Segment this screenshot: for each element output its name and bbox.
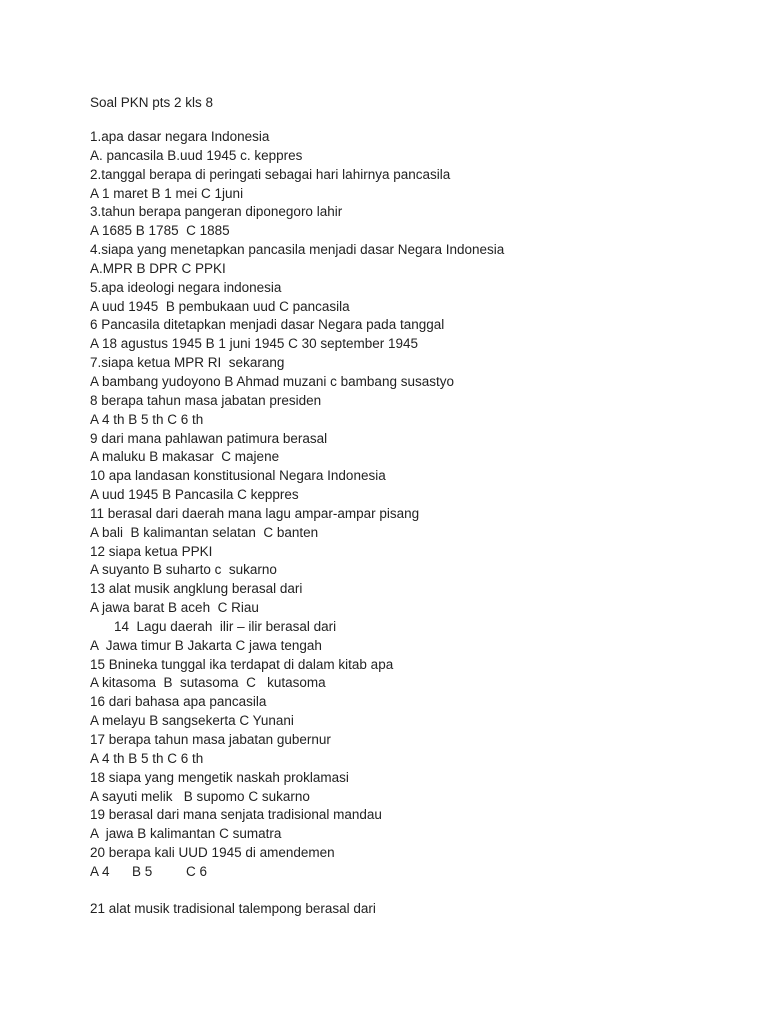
text-line: A 4 th B 5 th C 6 th bbox=[90, 411, 204, 427]
text-line: A kitasoma B sutasoma C kutasoma bbox=[90, 675, 326, 691]
text-line: A 4 B 5 C 6 bbox=[90, 863, 208, 879]
text-line: A.MPR B DPR C PPKI bbox=[90, 260, 226, 276]
document-title: Soal PKN pts 2 kls 8 bbox=[90, 95, 214, 110]
text-line: A sayuti melik B supomo C sukarno bbox=[90, 788, 310, 804]
text-line: A jawa barat B aceh C Riau bbox=[90, 600, 259, 616]
text-line: 10 apa landasan konstitusional Negara Indonesia bbox=[90, 468, 386, 484]
text-line: 5.apa ideologi negara indonesia bbox=[90, 279, 282, 295]
text-line: 16 dari bahasa apa pancasila bbox=[90, 694, 267, 710]
text-line: 4.siapa yang menetapkan pancasila menjadi dasar Negara Indonesia bbox=[90, 242, 505, 258]
text-line: A 4 th B 5 th C 6 th bbox=[90, 750, 204, 766]
text-line: A uud 1945 B pembukaan uud C pancasila bbox=[90, 298, 350, 314]
text-line: A bali B kalimantan selatan C banten bbox=[90, 524, 319, 540]
text-line: 19 berasal dari mana senjata tradisional mandau bbox=[90, 807, 382, 823]
text-line: A melayu B sangsekerta C Yunani bbox=[90, 713, 294, 729]
text-line: 9 dari mana pahlawan patimura berasal bbox=[90, 430, 328, 446]
text-line: A maluku B makasar C majene bbox=[90, 449, 280, 465]
text-line: A suyanto B suharto c sukarno bbox=[90, 562, 277, 578]
text-line: 7.siapa ketua MPR RI sekarang bbox=[90, 355, 285, 371]
text-line: A bambang yudoyono B Ahmad muzani c bambang susastyo bbox=[90, 373, 454, 389]
text-line: 13 alat musik angklung berasal dari bbox=[90, 581, 303, 597]
text-line: A uud 1945 B Pancasila C keppres bbox=[90, 487, 299, 503]
text-line: 12 siapa ketua PPKI bbox=[90, 543, 213, 559]
text-line: A 18 agustus 1945 B 1 juni 1945 C 30 september 1945 bbox=[90, 336, 418, 352]
text-line: 11 berasal dari daerah mana lagu ampar-ampar pisang bbox=[90, 505, 420, 521]
text-line: A. pancasila B.uud 1945 c. keppres bbox=[90, 147, 303, 163]
text-line: 17 berapa tahun masa jabatan gubernur bbox=[90, 732, 331, 747]
question-list bbox=[90, 128, 730, 882]
text-line: A Jawa timur B Jakarta C jawa tengah bbox=[90, 637, 322, 653]
text-line: 8 berapa tahun masa jabatan presiden bbox=[90, 392, 322, 408]
text-line: 6 Pancasila ditetapkan menjadi dasar Negara pada tanggal bbox=[90, 317, 445, 333]
text-line: 18 siapa yang mengetik naskah proklamasi bbox=[90, 769, 349, 785]
text-line: A 1 maret B 1 mei C 1juni bbox=[90, 185, 244, 201]
text-line: 3.tahun berapa pangeran diponegoro lahir bbox=[90, 204, 343, 220]
text-line: 1.apa dasar negara Indonesia bbox=[90, 129, 270, 144]
text-line: 2.tanggal berapa di peringati sebagai hari lahirnya pancasila bbox=[90, 166, 451, 182]
text-line: 20 berapa kali UUD 1945 di amendemen bbox=[90, 845, 335, 861]
text-line: 15 Bnineka tunggal ika terdapat di dalam kitab apa bbox=[90, 656, 394, 672]
text-line: A jawa B kalimantan C sumatra bbox=[90, 826, 282, 842]
text-line-last: 21 alat musik tradisional talempong berasal dari bbox=[90, 901, 376, 916]
text-line-indented: 14 Lagu daerah ilir – ilir berasal dari bbox=[114, 618, 337, 634]
text-line: A 1685 B 1785 C 1885 bbox=[90, 223, 230, 239]
